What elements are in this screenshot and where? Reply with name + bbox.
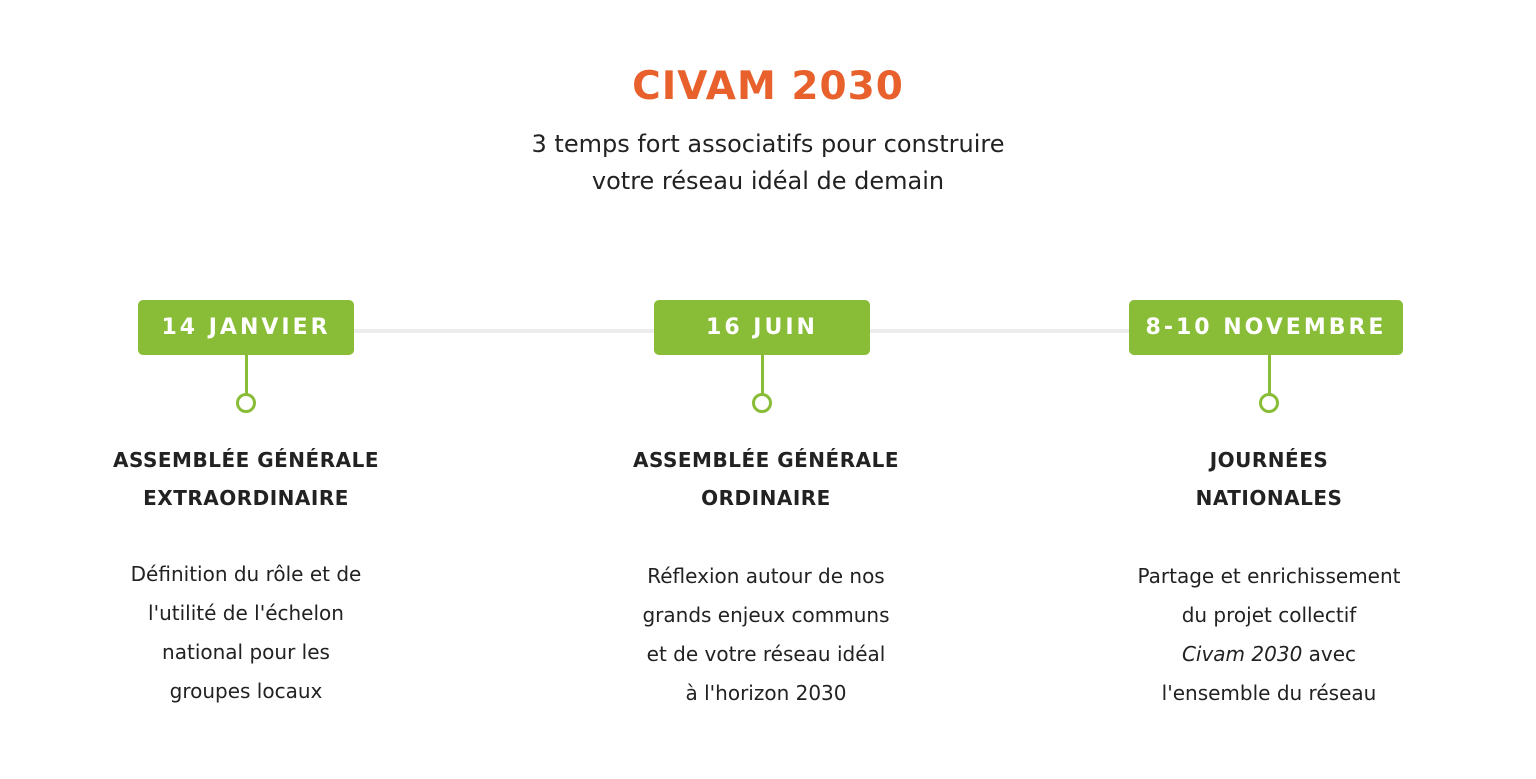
event-desc-line: national pour les <box>162 640 330 664</box>
event-desc-rest: avec <box>1302 642 1357 666</box>
event-desc-line: l'ensemble du réseau <box>1161 681 1377 705</box>
connector-3 <box>1268 355 1271 395</box>
event-desc-line: Définition du rôle et de <box>130 562 362 586</box>
event-title-2 <box>602 441 930 517</box>
event-desc-line: groupes locaux <box>169 679 323 703</box>
event-desc-line <box>1108 635 1430 674</box>
event-title-3 <box>1108 441 1430 517</box>
event-title-line: ASSEMBLÉE GÉNÉRALE <box>113 448 379 472</box>
timeline-node-2 <box>752 393 772 413</box>
connector-2 <box>761 355 764 395</box>
timeline-node-3 <box>1259 393 1279 413</box>
event-title-line: EXTRAORDINAIRE <box>143 486 349 510</box>
page-title: CIVAM 2030 <box>632 64 904 109</box>
event-desc-line: Partage et enrichissement <box>1137 564 1401 588</box>
date-badge-label: 8-10 NOVEMBRE <box>1145 315 1387 340</box>
event-title-line: ASSEMBLÉE GÉNÉRALE <box>633 448 899 472</box>
event-desc-line: du projet collectif <box>1181 603 1357 627</box>
event-desc-line: grands enjeux communs <box>642 603 890 627</box>
event-desc-line: l'utilité de l'échelon <box>148 601 344 625</box>
event-title-line: ORDINAIRE <box>701 486 831 510</box>
event-desc-3 <box>1108 557 1430 713</box>
event-desc-italic: Civam 2030 <box>1181 642 1303 666</box>
event-desc-line: et de votre réseau idéal <box>646 642 886 666</box>
event-desc-line: Réflexion autour de nos <box>647 564 885 588</box>
date-badge-label: 14 JANVIER <box>161 315 331 340</box>
page-subtitle <box>0 126 1536 200</box>
event-title-1 <box>86 441 406 517</box>
event-title-line: NATIONALES <box>1195 486 1343 510</box>
subtitle-line-2: votre réseau idéal de demain <box>591 167 945 195</box>
event-desc-line: à l'horizon 2030 <box>685 681 847 705</box>
timeline-node-1 <box>236 393 256 413</box>
event-title-line: JOURNÉES <box>1209 448 1329 472</box>
date-badge-label: 16 JUIN <box>706 315 818 340</box>
subtitle-line-1: 3 temps fort associatifs pour construire <box>531 130 1005 158</box>
date-badge-1 <box>138 300 354 355</box>
event-desc-1 <box>86 555 406 711</box>
date-badge-2 <box>654 300 870 355</box>
connector-1 <box>245 355 248 395</box>
event-desc-2 <box>602 557 930 713</box>
date-badge-3 <box>1129 300 1403 355</box>
